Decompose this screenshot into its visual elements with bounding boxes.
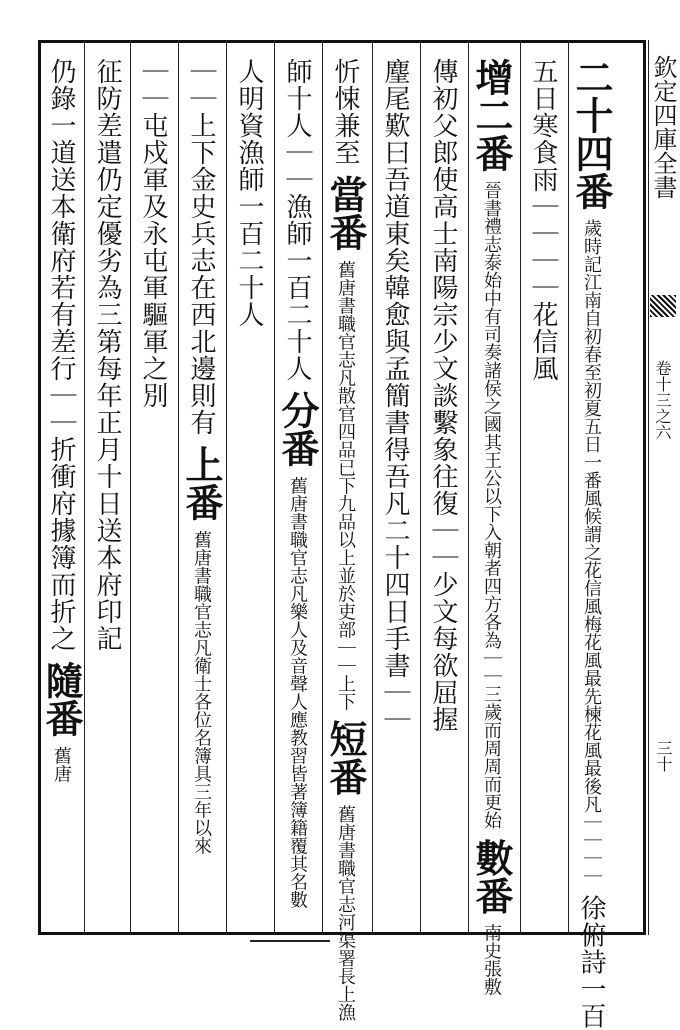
text-column-11 bbox=[92, 58, 122, 652]
text-column-4 bbox=[428, 58, 458, 733]
column-rule bbox=[84, 40, 85, 935]
column-note: 南史張敷 bbox=[481, 923, 502, 996]
entry-heading: 數番 bbox=[469, 838, 514, 915]
entry-heading: 二十四番 bbox=[569, 58, 614, 210]
column-text: ｜｜屯戍軍及永屯軍驅軍之別 bbox=[138, 58, 168, 409]
column-text: 師十人｜｜漁師一百二十人 bbox=[282, 58, 312, 382]
column-text: 五日寒食雨｜｜｜｜花信風 bbox=[528, 58, 558, 382]
column-text: 晉書禮志泰始中有司奏諸侯之國其王公以下入朝者四方各為｜｜三歲而周周而更始 bbox=[481, 181, 502, 830]
column-rule bbox=[226, 40, 227, 935]
page-number: 三十 bbox=[654, 740, 673, 772]
text-column-5 bbox=[380, 58, 410, 733]
entry-heading: 增二番 bbox=[469, 58, 514, 172]
column-rule bbox=[130, 40, 131, 935]
text-column-8 bbox=[234, 58, 264, 328]
column-text: 征防差遣仍定優劣為三第每年正月十日送本府印記 bbox=[92, 58, 122, 652]
bottom-rule bbox=[250, 940, 330, 942]
column-note: 徐俯詩一百 bbox=[576, 894, 606, 1030]
column-note: 舊唐 bbox=[51, 746, 72, 783]
text-column-9 bbox=[179, 58, 224, 855]
entry-heading: 隨番 bbox=[39, 661, 84, 738]
text-column-10 bbox=[138, 58, 168, 409]
entry-heading: 當番 bbox=[323, 175, 368, 252]
column-text: 忻悚兼至 bbox=[330, 58, 360, 166]
column-rule bbox=[372, 40, 373, 935]
column-rule bbox=[520, 40, 521, 935]
column-text: 人明資漁師一百二十人 bbox=[234, 58, 264, 328]
column-text: 傳初父郎使高士南陽宗少文談繫象往復｜｜少文每欲屈握 bbox=[428, 58, 458, 733]
juan-label: 卷十三之六 bbox=[653, 360, 672, 440]
column-rule bbox=[420, 40, 421, 935]
column-text: 舊唐書職官志凡樂人及音聲人應教習皆著簿籍覆其名數 bbox=[287, 476, 308, 909]
column-text: 舊唐書職官志凡散官四品已下九品以上並於吏部｜｜上下 bbox=[335, 260, 356, 711]
text-column-7 bbox=[275, 58, 320, 909]
column-rule bbox=[468, 40, 469, 935]
text-column-6 bbox=[323, 58, 368, 1022]
column-text: 仍錄一道送本衛府若有差行｜｜折衝府據簿而折之 bbox=[46, 58, 76, 652]
column-text: ｜｜上下金史兵志在西北邊則有 bbox=[186, 58, 216, 436]
text-column-3 bbox=[469, 58, 514, 996]
column-text: 歲時記江南自初春至初夏五日一番風候謂之花信風梅花風最先楝花風最後凡｜｜｜｜ bbox=[581, 219, 602, 886]
column-note: 舊唐書職官志河渠署長上漁 bbox=[335, 805, 356, 1022]
fishtail-mark bbox=[650, 295, 676, 317]
column-rule bbox=[274, 40, 275, 935]
column-text: 麈尾歎曰吾道東矣韓愈與孟簡書得吾凡二十四日手書｜｜ bbox=[380, 58, 410, 733]
column-note: 舊唐書職官志凡衛士各位名簿具三年以來 bbox=[191, 530, 212, 855]
book-title: 欽定四庫全書 bbox=[649, 55, 677, 199]
entry-heading: 上番 bbox=[179, 445, 224, 522]
entry-heading: 分番 bbox=[275, 391, 320, 468]
text-column-2 bbox=[528, 58, 558, 382]
text-column-12 bbox=[39, 58, 84, 783]
text-column-1 bbox=[569, 58, 614, 1030]
entry-heading: 短番 bbox=[323, 719, 368, 796]
